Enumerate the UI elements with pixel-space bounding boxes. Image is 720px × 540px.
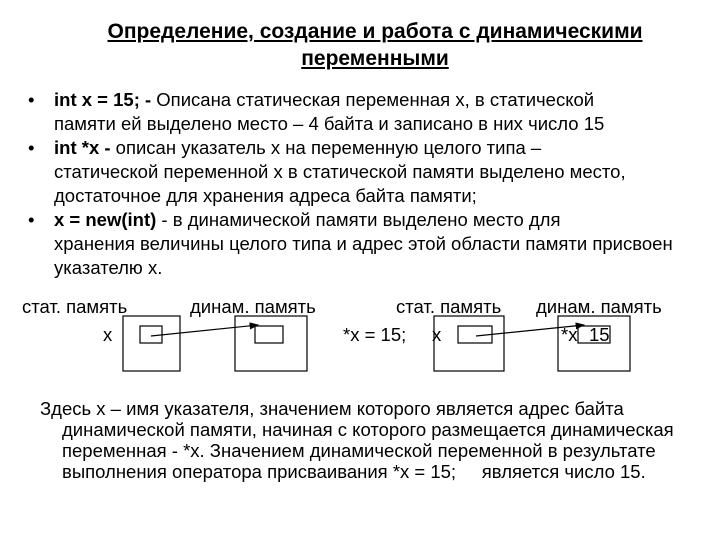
label-dynamic-memory-right: динам. память — [536, 296, 662, 317]
bullet-text: - в динамической памяти выделено место для — [156, 209, 561, 230]
bullet-text-continued: хранения величины целого типа и адрес этой области памяти присвоен указателю x. — [54, 233, 673, 278]
deref-label: *x — [561, 324, 578, 345]
explanation-paragraph — [40, 398, 700, 482]
variable-x-right: x — [432, 324, 442, 345]
assignment-statement: *x = 15; — [343, 324, 407, 345]
note-continued: динамической памяти, начиная с которого размещается динамическая переменная - *x. Значением динамической переменной в результате выполнения оператора присваивания *x = 15; является число 15. — [62, 419, 679, 482]
bullet-text-continued: статической переменной x в статической памяти выделено место, достаточное для хранения адреса байта памяти; — [54, 161, 626, 206]
bullet-text: описан указатель x на переменную целого типа – — [110, 137, 542, 158]
code-snippet: x = new(int) — [54, 209, 157, 230]
variable-x-left: x — [103, 324, 113, 345]
pointer-slot-left — [140, 326, 162, 343]
note-line-1: Здесь x – имя указателя, значением которого является адрес байта — [40, 398, 624, 419]
bullet-marker: • — [28, 137, 35, 158]
code-snippet: int x = 15; - — [54, 89, 152, 110]
bullet-marker: • — [28, 89, 35, 110]
stored-value: 15 — [589, 324, 610, 345]
bullet-marker: • — [28, 209, 35, 230]
code-snippet: int *x - — [54, 137, 111, 158]
label-dynamic-memory-left: динам. память — [190, 296, 316, 317]
bullet-text-continued: памяти ей выделено место – 4 байта и записано в них число 15 — [54, 113, 605, 134]
dynamic-slot-left — [255, 326, 283, 343]
pointer-arrow-left — [151, 325, 258, 336]
label-static-memory-right: стат. память — [396, 296, 502, 317]
bullet-text: Описана статическая переменная x, в статической — [151, 89, 595, 110]
label-static-memory-left: стат. память — [22, 296, 128, 317]
title-line-2: переменными — [301, 47, 449, 70]
title-line-1: Определение, создание и работа с динамическими — [107, 20, 643, 43]
